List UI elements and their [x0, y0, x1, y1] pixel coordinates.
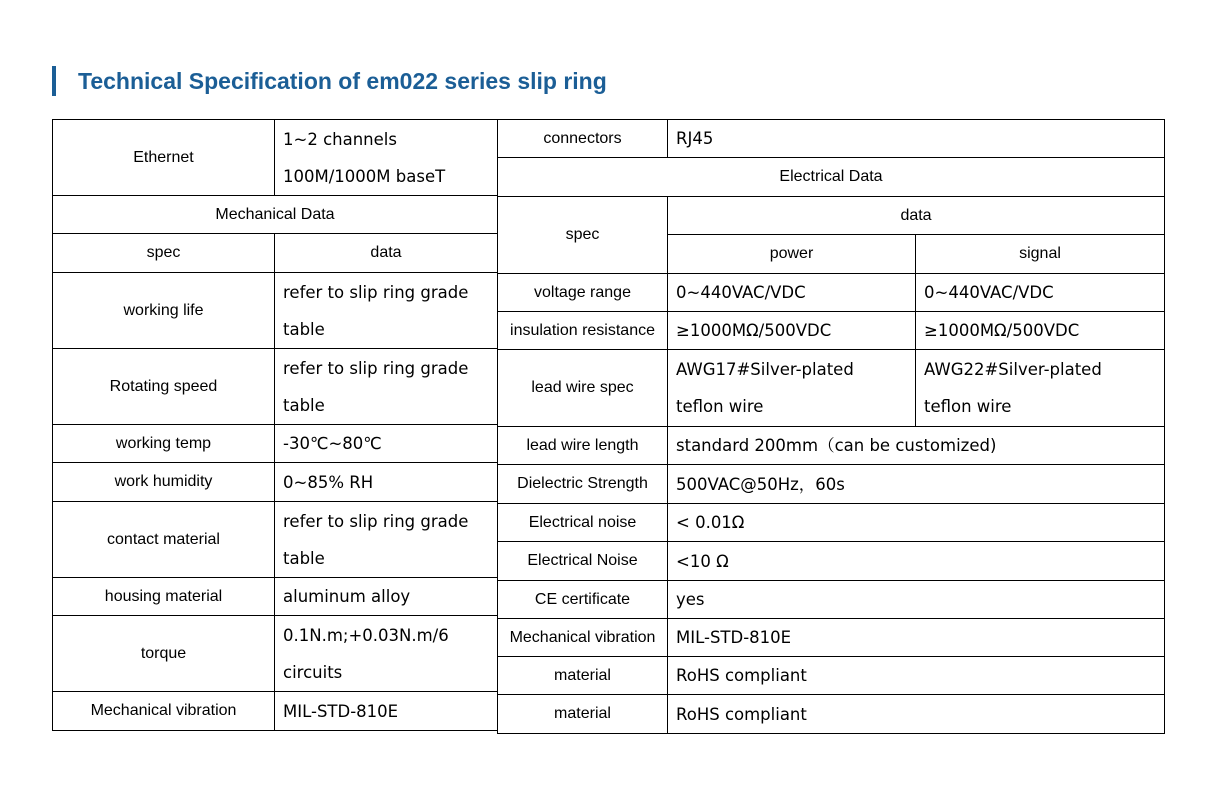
table-row — [53, 616, 498, 692]
spec-value: standard 200mm（can be customized) — [668, 427, 1165, 465]
value-line: 1~2 channels — [283, 129, 397, 149]
spec-label: lead wire spec — [498, 350, 668, 427]
table-row — [498, 619, 1165, 657]
spec-label: CE certificate — [498, 581, 668, 619]
value-line: AWG22#Silver-plated — [924, 360, 1102, 379]
column-header-data: data — [668, 197, 1165, 235]
page-title: Technical Specification of em022 series slip ring — [52, 66, 607, 96]
power-value: ≥1000MΩ/500VDC — [668, 312, 916, 350]
table-row — [53, 463, 498, 502]
spec-label: Mechanical vibration — [498, 619, 668, 657]
spec-label: Electrical noise — [498, 504, 668, 542]
spec-value: RoHS compliant — [668, 657, 1165, 695]
value-line: teflon wire — [924, 397, 1012, 416]
value-line: circuits — [283, 662, 343, 682]
table-row — [53, 196, 498, 234]
spec-label: working life — [53, 273, 275, 349]
spec-value: < 0.01Ω — [668, 504, 1165, 542]
spec-value: 0~85% RH — [275, 463, 498, 502]
spec-value: yes — [668, 581, 1165, 619]
spec-value — [275, 120, 498, 196]
spec-value: MIL-STD-810E — [668, 619, 1165, 657]
table-header-row — [53, 234, 498, 273]
column-header-spec: spec — [498, 197, 668, 274]
table-row — [498, 350, 1165, 427]
column-header-data: data — [275, 234, 498, 273]
table-row — [498, 158, 1165, 197]
spec-value: MIL-STD-810E — [275, 692, 498, 731]
value-line: table — [283, 319, 325, 339]
spec-label: material — [498, 657, 668, 695]
spec-label: voltage range — [498, 274, 668, 312]
spec-value — [275, 502, 498, 578]
section-heading: Mechanical Data — [53, 196, 498, 234]
column-header-spec: spec — [53, 234, 275, 273]
spec-value — [275, 273, 498, 349]
spec-value: aluminum alloy — [275, 578, 498, 616]
spec-value: <10 Ω — [668, 542, 1165, 581]
spec-value — [275, 616, 498, 692]
table-row — [53, 578, 498, 616]
table-row — [498, 274, 1165, 312]
table-row — [53, 120, 498, 196]
table-row — [53, 692, 498, 731]
table-row — [53, 502, 498, 578]
table-row — [498, 120, 1165, 158]
value-line: 100M/1000M baseT — [283, 166, 446, 186]
spec-label: working temp — [53, 425, 275, 463]
table-row — [498, 542, 1165, 581]
power-value: 0~440VAC/VDC — [668, 274, 916, 312]
spec-value: 500VAC@50Hz，60s — [668, 465, 1165, 504]
spec-value: RoHS compliant — [668, 695, 1165, 734]
signal-value: 0~440VAC/VDC — [916, 274, 1165, 312]
spec-label: lead wire length — [498, 427, 668, 465]
spec-value — [275, 349, 498, 425]
spec-value: -30℃~80℃ — [275, 425, 498, 463]
spec-label: contact material — [53, 502, 275, 578]
spec-label: work humidity — [53, 463, 275, 502]
table-row — [53, 425, 498, 463]
spec-label: Dielectric Strength — [498, 465, 668, 504]
table-row — [498, 312, 1165, 350]
spec-label: connectors — [498, 120, 668, 158]
value-line: table — [283, 395, 325, 415]
electrical-spec-table — [497, 119, 1165, 734]
value-line: refer to slip ring grade — [283, 282, 469, 302]
power-value — [668, 350, 916, 427]
value-line: table — [283, 548, 325, 568]
spec-label: housing material — [53, 578, 275, 616]
spec-label: Rotating speed — [53, 349, 275, 425]
table-row — [53, 349, 498, 425]
table-row — [498, 504, 1165, 542]
table-row — [498, 695, 1165, 734]
spec-label: Electrical Noise — [498, 542, 668, 581]
value-line: teflon wire — [676, 397, 764, 416]
section-heading: Electrical Data — [498, 158, 1165, 197]
spec-label: Mechanical vibration — [53, 692, 275, 731]
column-header-power: power — [668, 235, 916, 274]
value-line: AWG17#Silver-plated — [676, 360, 854, 379]
column-header-signal: signal — [916, 235, 1165, 274]
table-row — [53, 273, 498, 349]
spec-label: material — [498, 695, 668, 734]
table-row — [498, 657, 1165, 695]
value-line: refer to slip ring grade — [283, 358, 469, 378]
signal-value — [916, 350, 1165, 427]
spec-value: RJ45 — [668, 120, 1165, 158]
table-row — [498, 427, 1165, 465]
spec-label: Ethernet — [53, 120, 275, 196]
value-line: refer to slip ring grade — [283, 511, 469, 531]
value-line: 0.1N.m;+0.03N.m/6 — [283, 625, 449, 645]
signal-value: ≥1000MΩ/500VDC — [916, 312, 1165, 350]
mechanical-spec-table — [52, 119, 498, 731]
spec-label: insulation resistance — [498, 312, 668, 350]
spec-label: torque — [53, 616, 275, 692]
table-header-row — [498, 197, 1165, 235]
table-row — [498, 581, 1165, 619]
table-row — [498, 465, 1165, 504]
